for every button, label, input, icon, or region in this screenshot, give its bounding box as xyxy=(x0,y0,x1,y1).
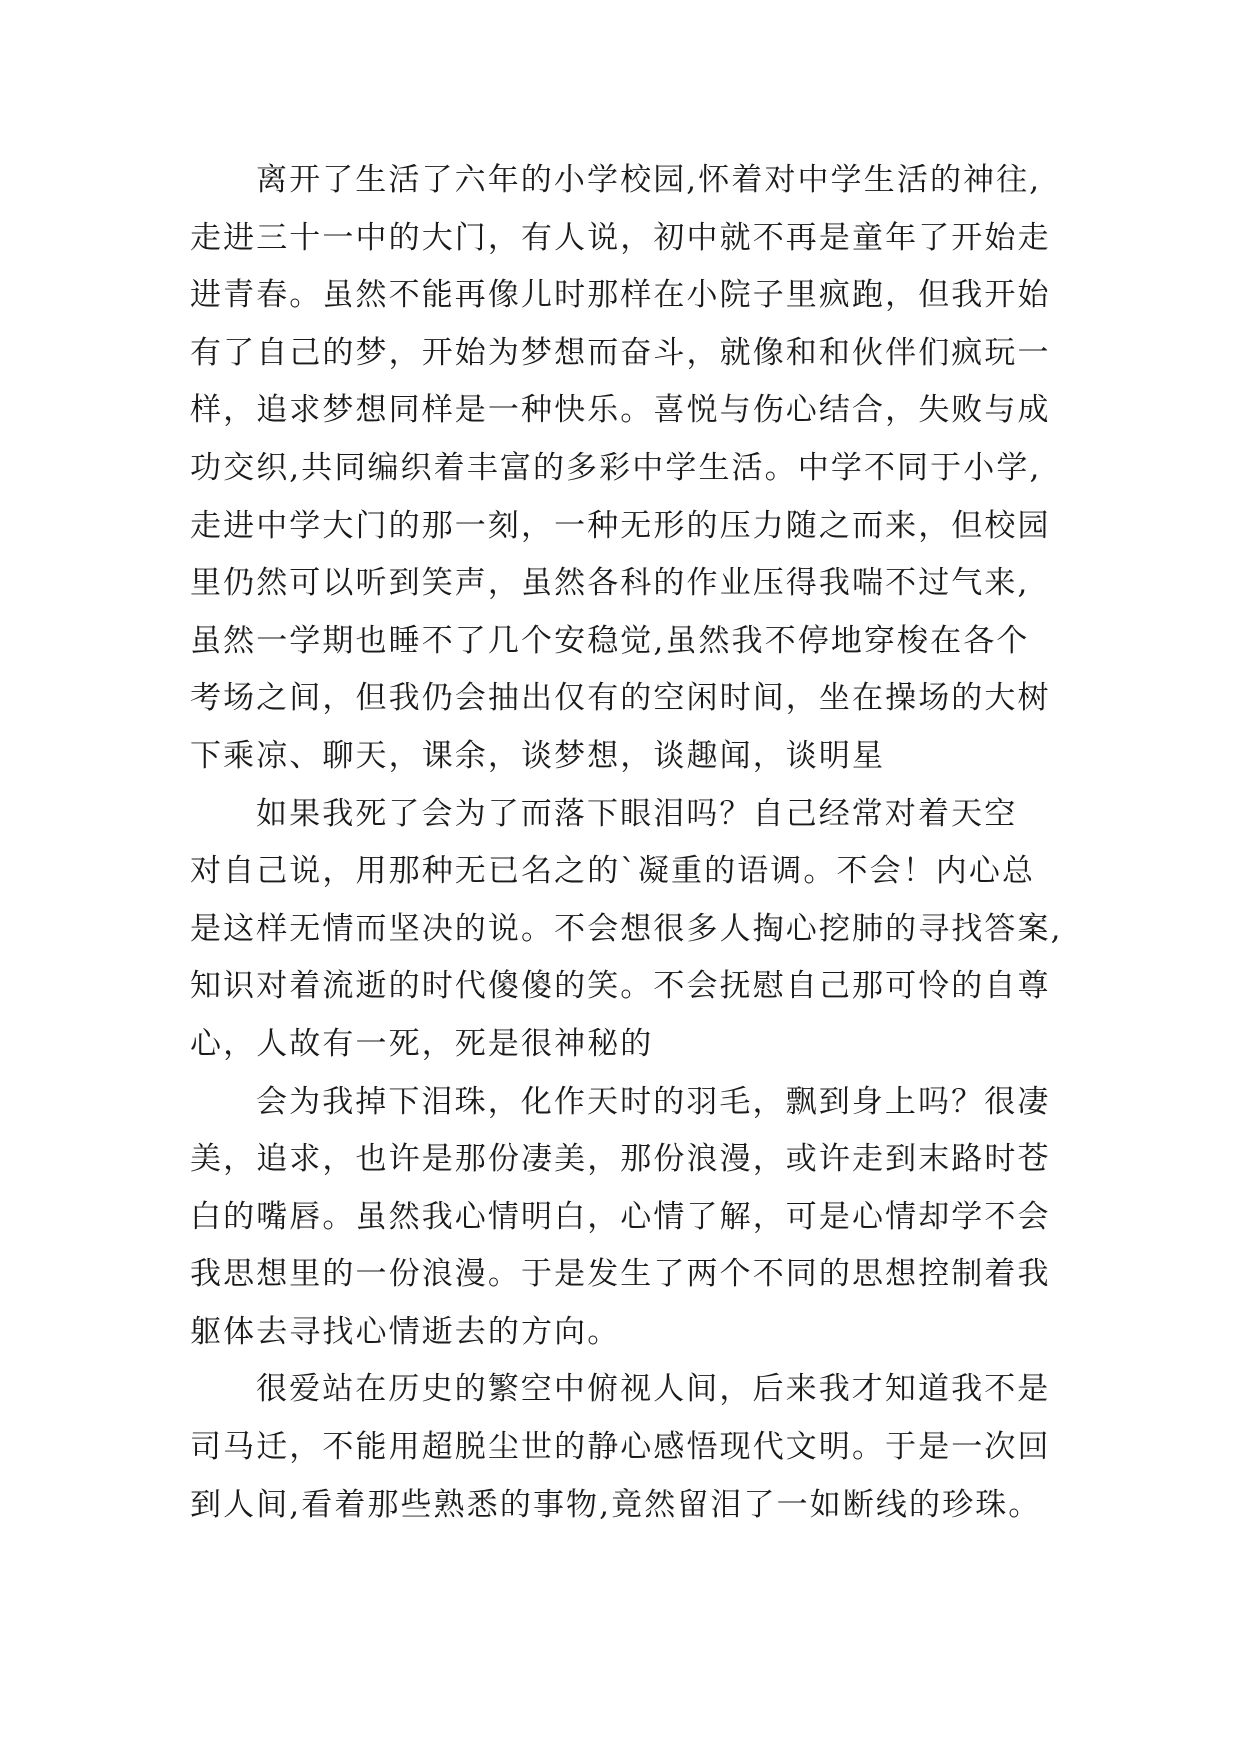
text-line: 很爱站在历史的繁空中俯视人间，后来我才知道我不是 xyxy=(256,1371,1051,1408)
essay-body xyxy=(190,152,1090,1534)
text-line: 躯体去寻找心情逝去的方向。 xyxy=(190,1313,621,1350)
text-line: 我思想里的一份浪漫。于是发生了两个不同的思想控制着我 xyxy=(190,1256,1051,1293)
text-line: 是这样无情而坚决的说。不会想很多人掏心挖肺的寻找答案, xyxy=(190,910,1063,947)
text-line: 进青春。虽然不能再像儿时那样在小院子里疯跑，但我开始 xyxy=(190,277,1051,314)
text-line: 虽然一学期也睡不了几个安稳觉,虽然我不停地穿梭在各个 xyxy=(190,622,1030,659)
text-line: 走进中学大门的那一刻，一种无形的压力随之而来，但校园 xyxy=(190,507,1051,544)
text-line: 司马迁，不能用超脱尘世的静心感悟现代文明。于是一次回 xyxy=(190,1429,1051,1466)
text-line: 对自己说，用那种无已名之的`凝重的语调。不会！内心总 xyxy=(190,853,1036,890)
text-line: 功交织,共同编织着丰富的多彩中学生活。中学不同于小学, xyxy=(190,449,1042,486)
text-line: 离开了生活了六年的小学校园,怀着对中学生活的神往, xyxy=(256,162,1042,198)
text-line: 知识对着流逝的时代傻傻的笑。不会抚慰自己那可怜的自尊 xyxy=(190,968,1051,1005)
text-line: 考场之间，但我仍会抽出仅有的空闲时间，坐在操场的大树 xyxy=(190,680,1051,717)
text-line: 样，追求梦想同样是一种快乐。喜悦与伤心结合，失败与成 xyxy=(190,392,1051,429)
paragraph-4 xyxy=(190,1361,1090,1534)
text-line: 会为我掉下泪珠，化作天时的羽毛，飘到身上吗？很凄 xyxy=(256,1083,1051,1120)
text-line: 走进三十一中的大门，有人说，初中就不再是童年了开始走 xyxy=(190,219,1051,256)
text-line: 下乘凉、聊天，课余，谈梦想，谈趣闻，谈明星 xyxy=(190,737,886,774)
text-line: 到人间,看着那些熟悉的事物,竟然留泪了一如断线的珍珠。 xyxy=(190,1486,1042,1523)
text-line: 白的嘴唇。虽然我心情明白，心情了解，可是心情却学不会 xyxy=(190,1198,1051,1235)
text-line: 美，追求，也许是那份凄美，那份浪漫，或许走到末路时苍 xyxy=(190,1141,1051,1178)
paragraph-1 xyxy=(190,152,1090,786)
text-line: 心，人故有一死，死是很神秘的 xyxy=(190,1025,654,1062)
text-line: 里仍然可以听到笑声，虽然各科的作业压得我喘不过气来, xyxy=(190,565,1030,602)
text-line: 如果我死了会为了而落下眼泪吗？自己经常对着天空 xyxy=(256,795,1018,832)
paragraph-2 xyxy=(190,786,1090,1074)
paragraph-3 xyxy=(190,1074,1090,1362)
text-line: 有了自己的梦，开始为梦想而奋斗，就像和和伙伴们疯玩一 xyxy=(190,334,1051,371)
